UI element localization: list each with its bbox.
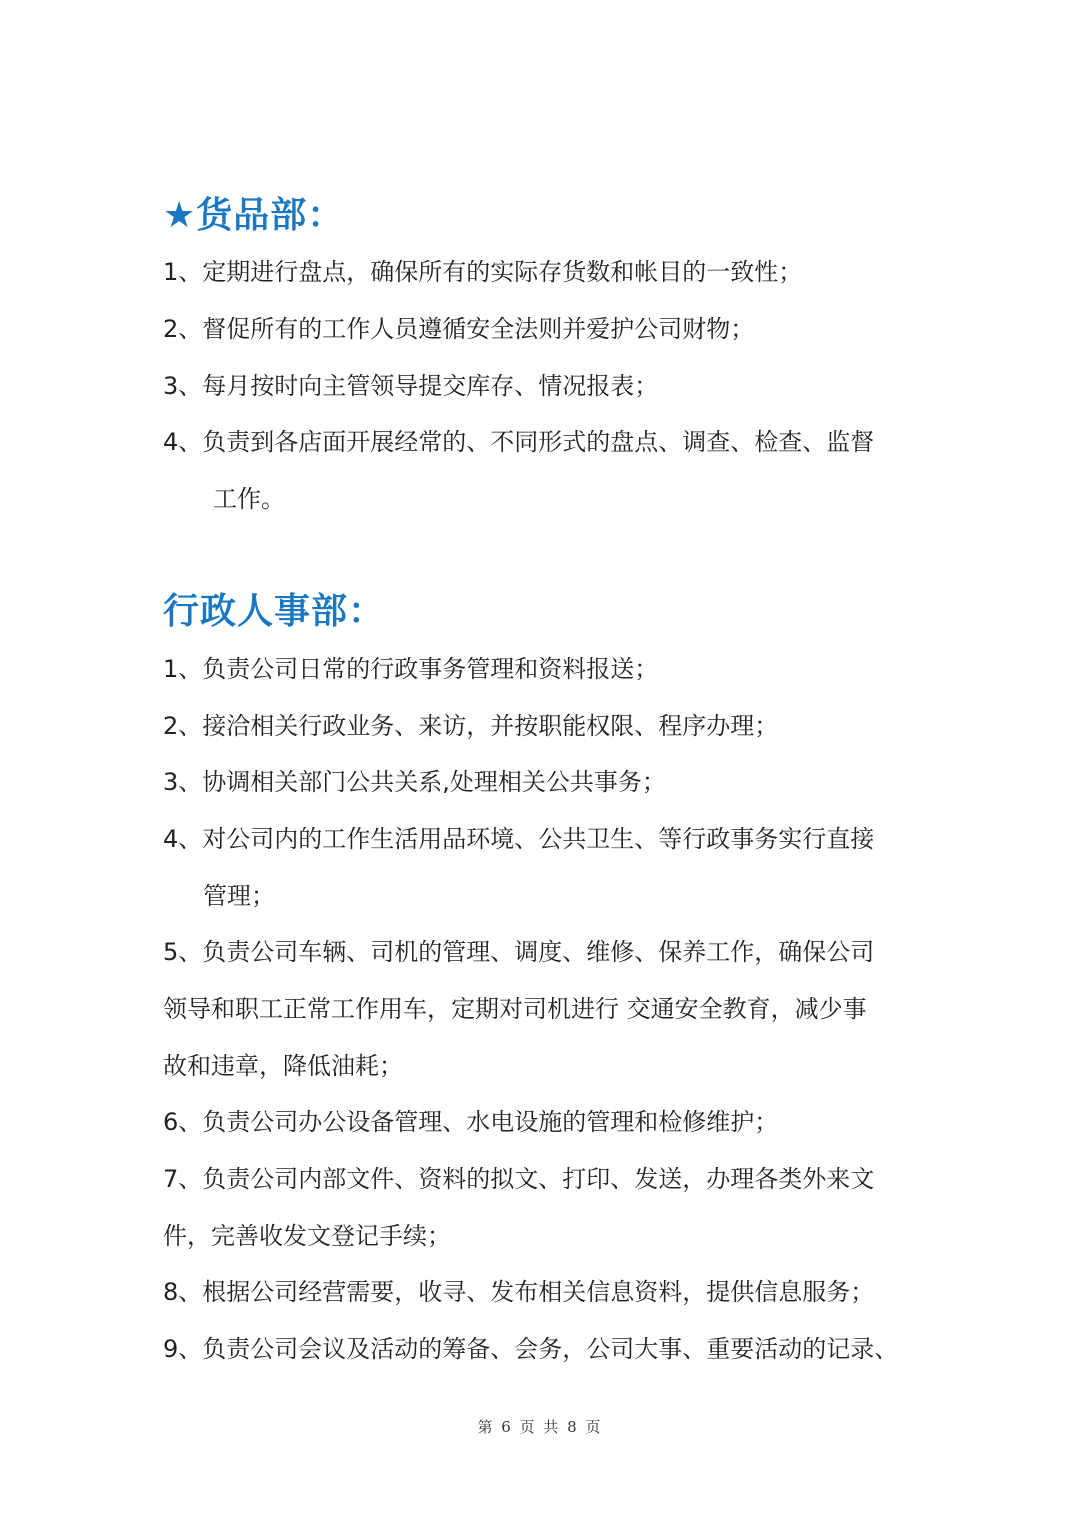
list-item: 2、接洽相关行政业务、来访，并按职能权限、程序办理；	[163, 712, 779, 740]
list-item-continuation: 件，完善收发文登记手续；	[163, 1222, 451, 1250]
list-item-continuation: 领导和职工正常工作用车，定期对司机进行 交通安全教育，减少事	[163, 995, 867, 1023]
section-title-admin-hr-department: 行政人事部：	[163, 591, 386, 632]
list-item: 7、负责公司内部文件、资料的拟文、打印、发送，办理各类外来文	[163, 1165, 875, 1193]
list-item: 3、每月按时向主管领导提交库存、情况报表；	[163, 372, 659, 400]
list-item: 9、负责公司会议及活动的筹备、会务，公司大事、重要活动的记录、	[163, 1335, 899, 1363]
list-item: 3、协调相关部门公共关系,处理相关公共事务；	[163, 768, 666, 796]
list-item: 4、负责到各店面开展经常的、不同形式的盘点、调查、检查、监督	[163, 428, 875, 456]
list-item: 8、根据公司经营需要，收寻、发布相关信息资料，提供信息服务；	[163, 1278, 875, 1306]
list-item: 2、督促所有的工作人员遵循安全法则并爱护公司财物；	[163, 315, 755, 343]
list-item: 6、负责公司办公设备管理、水电设施的管理和检修维护；	[163, 1108, 779, 1136]
list-item-continuation: 故和违章，降低油耗；	[163, 1052, 403, 1080]
section-title-goods-department: ★货品部：	[163, 195, 345, 236]
list-item: 1、负责公司日常的行政事务管理和资料报送；	[163, 655, 659, 683]
list-item: 4、对公司内的工作生活用品环境、公共卫生、等行政事务实行直接	[163, 825, 875, 853]
list-item: 5、负责公司车辆、司机的管理、调度、维修、保养工作，确保公司	[163, 938, 875, 966]
page-number-footer: 第 6 页 共 8 页	[477, 1418, 603, 1436]
list-item-continuation: 管理；	[203, 882, 275, 910]
list-item-continuation: 工作。	[213, 485, 285, 513]
list-item: 1、定期进行盘点，确保所有的实际存货数和帐目的一致性；	[163, 258, 803, 286]
